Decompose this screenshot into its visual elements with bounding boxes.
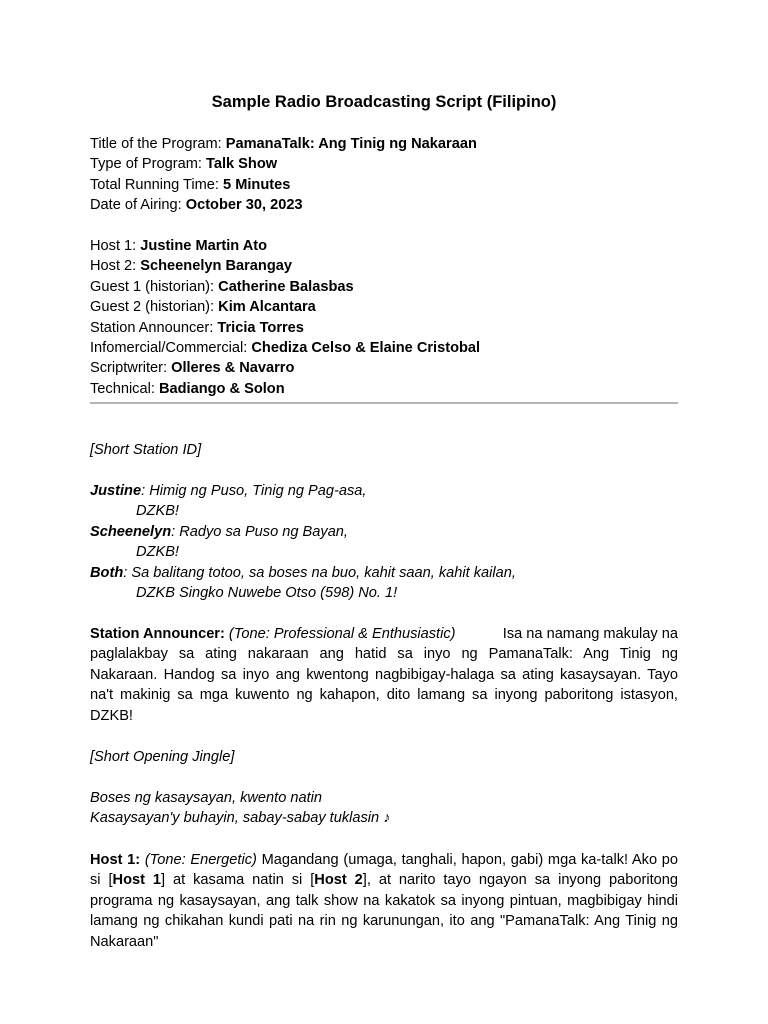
dialogue-line xyxy=(90,522,678,542)
credit-technical xyxy=(90,379,678,399)
speaker-name: Both xyxy=(90,564,124,581)
credits-list xyxy=(90,236,678,399)
field-label: Technical: xyxy=(90,380,159,397)
host1-text-part: ], at narito tayo ngayon sa inyong paboritong programa ng kasaysayan, ang talk show na kakatok sa inyong pintuan, magbibigay hindi lamang ng chikahan kundi pati na rin ng karunungan, ito ang "PamanaTalk: Ang Tinig ng Nakaraan" xyxy=(90,872,678,950)
field-label: Total Running Time: xyxy=(90,176,224,193)
credit-host2 xyxy=(90,256,678,276)
field-label: Title of the Program: xyxy=(90,136,226,152)
speaker-name: Justine xyxy=(90,483,142,499)
field-value: Tricia Torres xyxy=(217,319,304,336)
speaker-name: Station Announcer: xyxy=(90,626,225,642)
program-title-line xyxy=(90,134,678,154)
dialogue-line xyxy=(90,481,678,501)
speaker-name: Host 1: xyxy=(90,852,141,868)
announcer-line xyxy=(90,624,678,644)
host-placeholder: Host 2 xyxy=(314,872,363,889)
field-value: Justine Martin Ato xyxy=(140,238,268,254)
credit-guest2 xyxy=(90,297,678,317)
host-placeholder: Host 1 xyxy=(112,872,162,889)
tone-cue: (Tone: Professional & Enthusiastic) xyxy=(228,626,456,642)
field-value: Olleres & Navarro xyxy=(171,360,295,377)
field-value: October 30, 2023 xyxy=(185,197,303,214)
credit-host1 xyxy=(90,236,678,256)
field-label: Guest 2 (historian): xyxy=(90,299,219,316)
credit-announcer xyxy=(90,318,678,338)
tone-cue: (Tone: Energetic) xyxy=(144,852,257,868)
field-label: Host 2: xyxy=(90,258,141,275)
dialogue-continuation: DZKB Singko Nuwebe Otso (598) No. 1! xyxy=(136,585,398,602)
announcer-line: DZKB! xyxy=(90,707,133,724)
field-value: Badiango & Solon xyxy=(158,380,285,397)
field-value: Chediza Celso & Elaine Cristobal xyxy=(251,340,481,357)
speaker-name: Scheenelyn xyxy=(90,523,172,540)
station-id-cue: [Short Station ID] xyxy=(90,442,202,458)
field-value: Catherine Balasbas xyxy=(218,278,354,295)
field-label: Guest 1 (historian): xyxy=(90,278,219,295)
credit-guest1 xyxy=(90,277,678,297)
program-type-line xyxy=(90,154,678,174)
opening-jingle-cue: [Short Opening Jingle] xyxy=(90,749,235,765)
field-label: Date of Airing: xyxy=(90,197,186,214)
announcer-line: paglalakbay sa ating nakaraan ang hatid sa inyo ng PamanaTalk: Ang Tinig ng xyxy=(90,646,678,663)
section-divider xyxy=(90,402,678,404)
field-value: Scheenelyn Barangay xyxy=(140,258,292,275)
field-label: Host 1: xyxy=(90,238,141,254)
dialogue-text: : Sa balitang totoo, sa boses na buo, kahit saan, kahit kailan, xyxy=(123,564,516,581)
field-value: Kim Alcantara xyxy=(218,299,316,316)
host1-text-part: ] at kasama natin si [ xyxy=(161,872,315,889)
field-value: PamanaTalk: Ang Tinig ng Nakaraan xyxy=(225,136,477,152)
credit-scriptwriter xyxy=(90,358,678,378)
credit-commercial xyxy=(90,338,678,358)
announcer-lead xyxy=(90,624,456,644)
running-time-line xyxy=(90,175,678,195)
host1-paragraph xyxy=(90,850,679,950)
field-label: Station Announcer: xyxy=(90,319,218,336)
field-label: Scriptwriter: xyxy=(90,360,172,377)
announcer-text: Isa na namang makulay na xyxy=(502,626,678,642)
host1-text-part: Magandang (umaga, tanghali, hapon, gabi) mga ka-talk! Ako po si [ xyxy=(90,852,679,889)
announcer-paragraph xyxy=(90,624,678,726)
field-label: Infomercial/Commercial: xyxy=(90,340,252,357)
dialogue-continuation: DZKB! xyxy=(136,544,179,561)
announcer-line: na't makinig sa mga kuwento ng kahapon, dito lamang sa inyong paboritong istasyon, xyxy=(90,687,678,704)
field-value: 5 Minutes xyxy=(223,176,291,193)
dialogue-line xyxy=(90,563,678,583)
document-title: Sample Radio Broadcasting Script (Filipino) xyxy=(211,93,557,111)
airing-date-line xyxy=(90,195,678,215)
opening-dialogue xyxy=(90,481,678,603)
dialogue-continuation: DZKB! xyxy=(136,503,179,520)
host1-text xyxy=(90,850,678,952)
lyric-line: Boses ng kasaysayan, kwento natin xyxy=(90,790,323,806)
announcer-line: Nakaraan. Handog sa inyo ang kwentong nagbibigay-halaga sa ating kasaysayan. Tayo xyxy=(90,666,678,683)
jingle-lyrics xyxy=(90,788,678,829)
field-label: Type of Program: xyxy=(90,156,206,173)
lyric-line: Kasaysayan'y buhayin, sabay-sabay tuklasin ♪ xyxy=(90,810,391,827)
dialogue-text: : Himig ng Puso, Tinig ng Pag-asa, xyxy=(141,483,367,499)
dialogue-text: : Radyo sa Puso ng Bayan, xyxy=(171,523,348,540)
field-value: Talk Show xyxy=(206,156,278,173)
program-info xyxy=(90,134,678,216)
